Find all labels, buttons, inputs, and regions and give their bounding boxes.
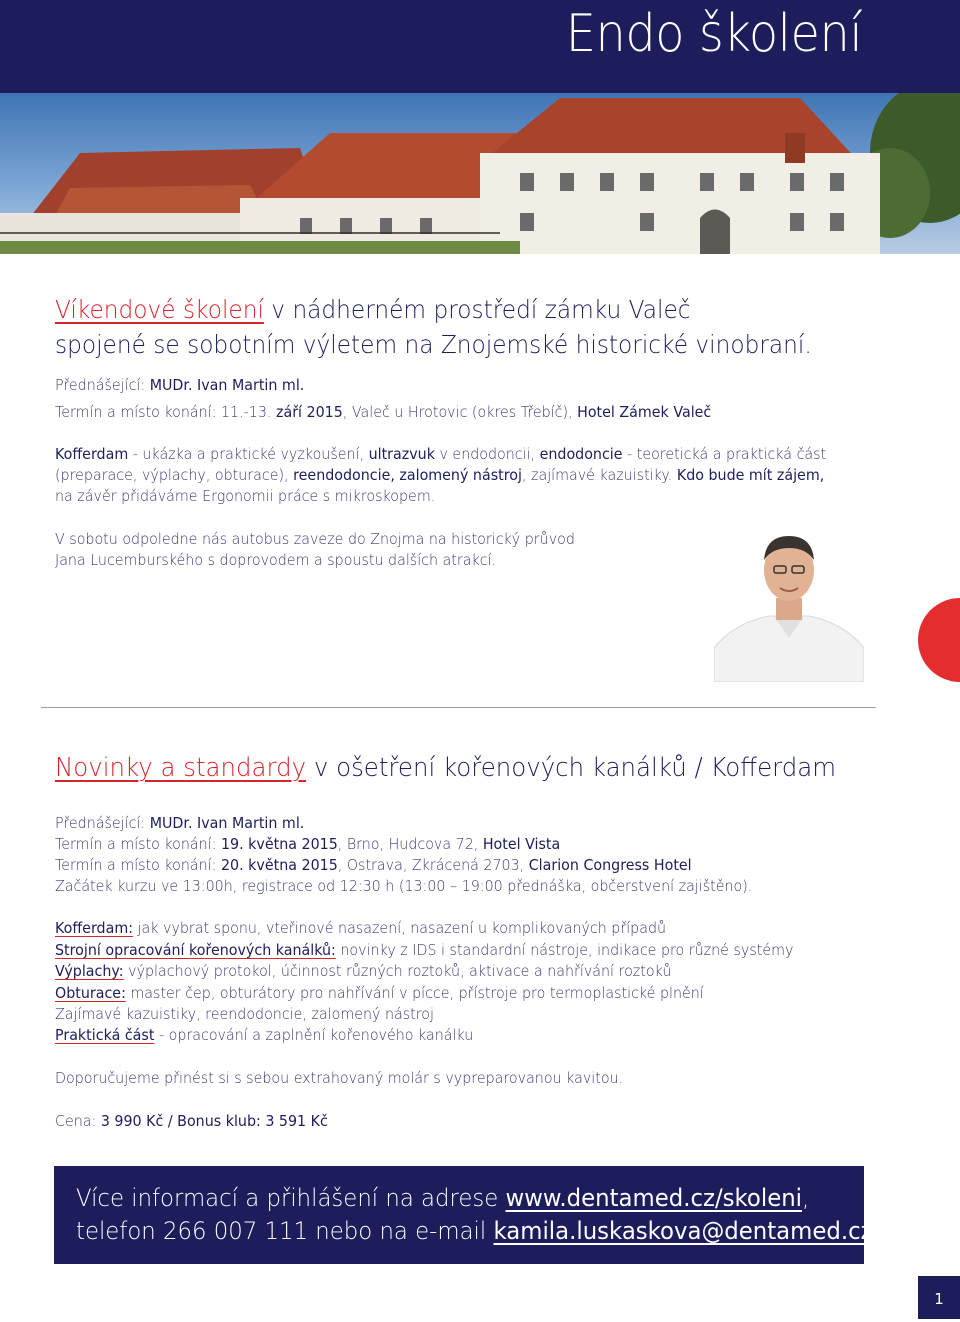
topic-text: (preparace, výplachy, obturace), — [55, 466, 294, 484]
section2-heading-rest: v ošetření kořenových kanálků / Kofferdam — [306, 753, 837, 783]
section1-heading-rest: v nádherném prostředí zámku Valeč — [263, 295, 691, 324]
program-item — [55, 1025, 473, 1046]
term-label: Termín a místo konání: 11.-13. — [55, 403, 276, 421]
section2-term1 — [55, 834, 560, 855]
footer-text: , — [802, 1184, 810, 1212]
topic-text: - teoretická a praktická část — [622, 445, 827, 463]
program-item-text: výplachový protokol, účinnost různých roztoků, aktivace a nahřívání roztoků — [123, 962, 672, 980]
section1-lecturer — [55, 375, 304, 396]
program-item-text: novinky z IDS i standardní nástroje, indikace pro různé systémy — [335, 941, 794, 959]
recommendation — [55, 1068, 623, 1089]
page-number: 1 — [918, 1276, 960, 1319]
price-value: 3 990 Kč / Bonus klub: 3 591 Kč — [100, 1112, 328, 1130]
price — [55, 1111, 328, 1132]
section1-paragraph2 — [55, 529, 575, 571]
program-item — [55, 918, 666, 939]
recommendation-text: Doporučujeme přinést si s sebou extrahovaný molár s vypreparovanou kavitou. — [55, 1069, 624, 1087]
program-item — [55, 983, 704, 1004]
lecturer-label: Přednášející: — [55, 376, 150, 394]
lecturer-name: MUDr. Ivan Martin ml. — [149, 376, 305, 394]
program-item-text: master čep, obturátory pro nahřívání v pícce, přístroje pro termoplastické plnění — [125, 984, 704, 1002]
topic-kofferdam: Kofferdam — [55, 445, 129, 463]
program-item — [55, 940, 793, 961]
page-title: Endo školení — [565, 4, 862, 64]
term-label: Termín a místo konání: — [55, 835, 221, 853]
footer-text: . — [872, 1217, 880, 1245]
lecturer-portrait — [714, 528, 864, 682]
term-date: 19. května 2015 — [220, 835, 338, 853]
term-hotel: Hotel Zámek Valeč — [577, 403, 712, 421]
topic-text: na závěr přidáváme Ergonomii práce s mikroskopem. — [55, 487, 436, 505]
program-item-label: Praktická část — [55, 1026, 155, 1044]
topic-text: , zajímavé kazuistiky. — [521, 466, 677, 484]
term-month: září 2015 — [275, 403, 343, 421]
term-date: 20. května 2015 — [220, 856, 338, 874]
section2-start — [55, 876, 752, 897]
email-link[interactable]: kamila.luskaskova@dentamed.cz — [493, 1217, 873, 1245]
term-place: , Valeč u Hrotovic (okres Třebíč), — [342, 403, 578, 421]
program-item-text: - opracování a zaplnění kořenového kanálku — [154, 1026, 474, 1044]
section1-paragraph1 — [55, 444, 826, 507]
section-divider — [41, 707, 876, 708]
program-item-label: Kofferdam: — [55, 919, 134, 937]
program-item-label: Výplachy: — [55, 962, 124, 980]
topic-text: - ukázka a praktické vyzkoušení, — [128, 445, 369, 463]
term-hotel: Hotel Vista — [482, 835, 561, 853]
term-hotel: Clarion Congress Hotel — [528, 856, 692, 874]
section2-heading — [55, 753, 836, 783]
program-item-label: Strojní opracování kořenových kanálků: — [55, 941, 336, 959]
section1-heading — [55, 292, 855, 362]
section2-lecturer — [55, 813, 304, 834]
program-item-label: Obturace: — [55, 984, 126, 1002]
term-place: , Ostrava, Zkrácená 2703, — [337, 856, 529, 874]
footer-text: Více informací a přihlášení na adrese — [76, 1184, 506, 1212]
footer-line2 — [76, 1217, 880, 1245]
term-label: Termín a místo konání: — [55, 856, 221, 874]
trip-text: Jana Lucemburského s doprovodem a spoustu dalších atrakcí. — [55, 551, 497, 569]
section2-heading-highlight: Novinky a standardy — [55, 753, 307, 783]
castle-photo — [0, 93, 960, 254]
red-circle-decoration — [918, 598, 960, 682]
program-item-text: Zajímavé kazuistiky, reendodoncie, zalomený nástroj — [55, 1005, 434, 1023]
course-start: Začátek kurzu ve 13:00h, registrace od 12:30 h (13:00 – 19:00 přednáška, občerstvení zajištěno). — [55, 877, 753, 895]
topic-text: Kdo bude mít zájem, — [676, 466, 825, 484]
price-label: Cena: — [55, 1112, 101, 1130]
topic-reendodoncie: reendodoncie, zalomený nástroj — [293, 466, 522, 484]
header-band — [0, 0, 960, 93]
trip-text: V sobotu odpoledne nás autobus zaveze do Znojma na historický průvod — [55, 530, 575, 548]
lecturer-name: MUDr. Ivan Martin ml. — [149, 814, 305, 832]
term-place: , Brno, Hudcova 72, — [337, 835, 483, 853]
program-item — [55, 1004, 434, 1025]
topic-endodoncie: endodoncie — [539, 445, 623, 463]
program-item-text: jak vybrat sponu, vteřinové nasazení, nasazení u komplikovaných případů — [133, 919, 667, 937]
section1-heading-highlight: Víkendové školení — [55, 295, 264, 324]
footer-text: telefon 266 007 111 nebo na e-mail — [76, 1217, 494, 1245]
topic-text: v endodoncii, — [434, 445, 540, 463]
footer-info-box — [54, 1166, 880, 1264]
program-item — [55, 961, 671, 982]
section2-term2 — [55, 855, 692, 876]
section1-term — [55, 402, 711, 423]
footer-line1 — [76, 1184, 809, 1212]
topic-ultrazvuk: ultrazvuk — [368, 445, 435, 463]
lecturer-label: Přednášející: — [55, 814, 150, 832]
website-link[interactable]: www.dentamed.cz/skoleni — [505, 1184, 803, 1212]
section1-heading-line2: spojené se sobotním výletem na Znojemské historické vinobraní. — [55, 330, 812, 359]
